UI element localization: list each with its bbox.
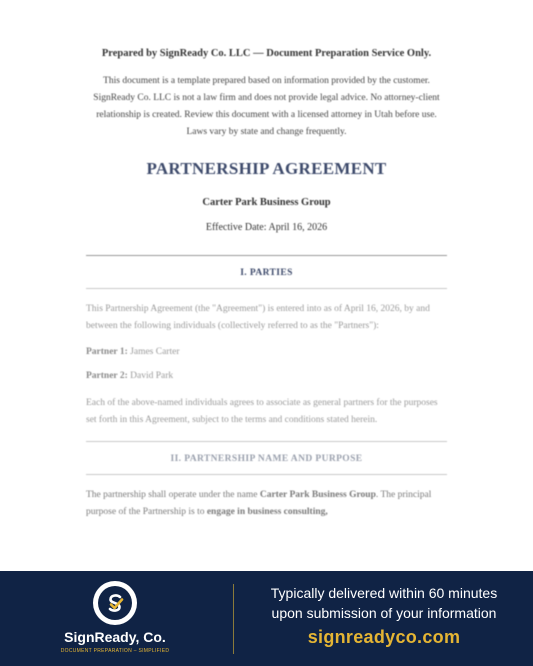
partner-2-line: [86, 371, 447, 381]
parties-intro-paragraph: This Partnership Agreement (the "Agreement") is entered into as of April 16, 2026, by and between the following individuals (collectively referred to as the "Partners"):: [86, 304, 430, 331]
brand-logo: [50, 579, 180, 661]
partner-1-name: James Carter: [127, 347, 180, 357]
name-purpose-paragraph: [86, 487, 447, 521]
section-divider-bottom-2: [86, 474, 447, 475]
delivery-line-2: upon submission of your information: [271, 605, 497, 621]
partner-2-name: David Park: [127, 371, 174, 381]
checkmark-s-logo-icon: [98, 586, 132, 620]
section-divider-bottom: [86, 288, 447, 289]
promo-footer-banner: [0, 571, 533, 666]
purpose-text-d: engage in business consulting,: [206, 507, 328, 517]
logo-badge: [93, 581, 137, 625]
website-link[interactable]: signreadyco.com: [307, 627, 461, 647]
delivery-message: [245, 583, 523, 623]
section-divider-top-2: [86, 441, 447, 442]
purpose-text-a: The partnership shall operate under the name: [86, 490, 260, 500]
brand-name: SignReady, Co.: [64, 629, 166, 645]
purpose-text-c: . The principal purpose of the Partnership is to: [86, 490, 432, 517]
document-title: PARTNERSHIP AGREEMENT: [146, 159, 387, 178]
parties-closing-paragraph: Each of the above-named individuals agrees to associate as general partners for the purposes set forth in this Agreement, subject to the terms and conditions stated herein.: [86, 398, 438, 425]
section-divider-top: [86, 255, 447, 256]
brand-tagline: DOCUMENT PREPARATION – SIMPLIFIED: [60, 648, 170, 654]
delivery-line-1: Typically delivered within 60 minutes: [270, 585, 498, 601]
section-heading-name-purpose: II. PARTNERSHIP NAME AND PURPOSE: [170, 454, 363, 464]
partner-2-label: Partner 2:: [86, 371, 128, 381]
disclaimer-text: This document is a template prepared based on information provided by the customer. SignReady Co. LLC is not a law firm and does not provide legal advice. No attorney-client relationship is created. Review this document with a licensed attorney in Utah before use. Laws vary by state and change frequently.: [93, 76, 440, 137]
purpose-company-name: Carter Park Business Group: [259, 490, 376, 500]
partner-1-line: [86, 347, 447, 357]
footer-divider: [233, 584, 234, 654]
effective-date: Effective Date: April 16, 2026: [205, 222, 328, 233]
partner-1-label: Partner 1:: [86, 347, 128, 357]
section-heading-parties: I. PARTIES: [240, 268, 293, 278]
company-name: Carter Park Business Group: [202, 197, 331, 208]
prepared-by-line: Prepared by SignReady Co. LLC — Document Preparation Service Only.: [101, 48, 432, 59]
